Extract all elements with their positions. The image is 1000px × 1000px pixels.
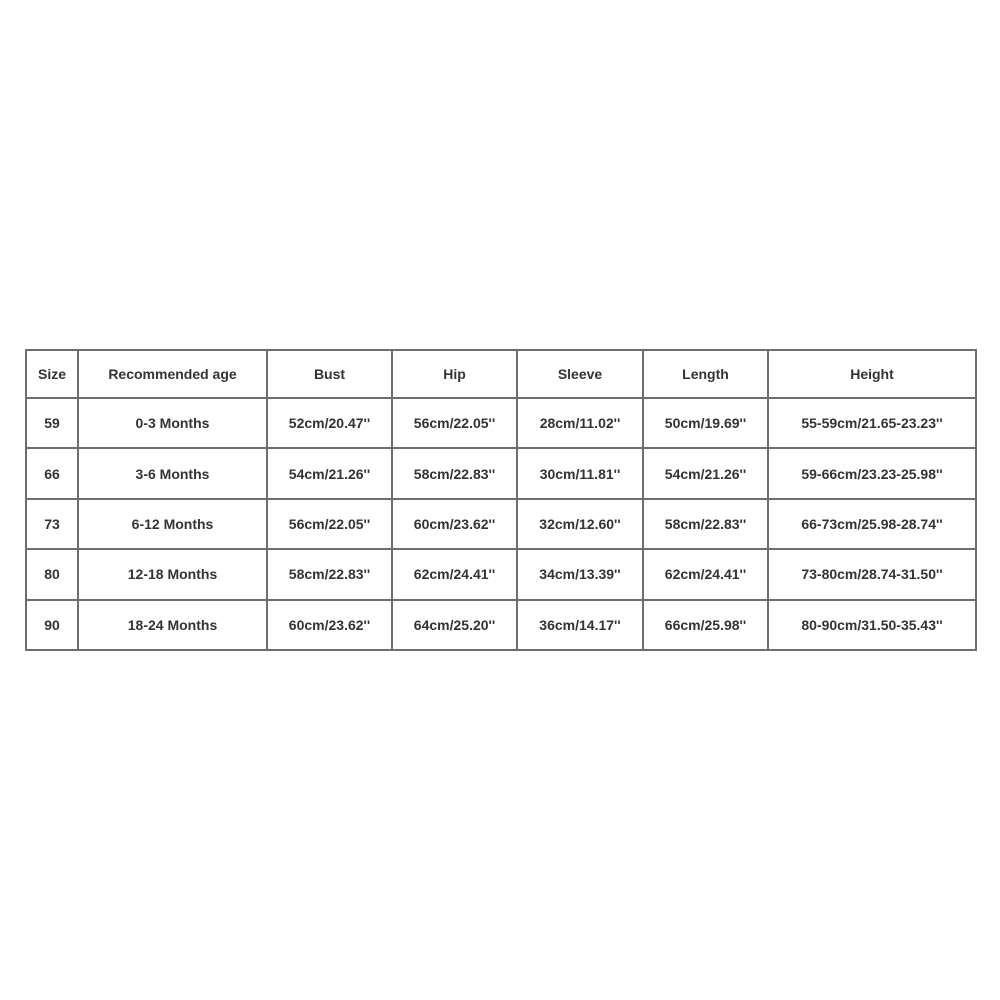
table-row bbox=[26, 398, 976, 448]
cell-height: 59-66cm/23.23-25.98'' bbox=[768, 448, 976, 498]
cell-bust: 60cm/23.62'' bbox=[267, 600, 392, 650]
cell-sleeve: 34cm/13.39'' bbox=[517, 549, 643, 599]
header-hip: Hip bbox=[392, 350, 517, 398]
cell-length: 62cm/24.41'' bbox=[643, 549, 768, 599]
cell-height: 55-59cm/21.65-23.23'' bbox=[768, 398, 976, 448]
table-row bbox=[26, 600, 976, 650]
cell-height: 80-90cm/31.50-35.43'' bbox=[768, 600, 976, 650]
cell-sleeve: 36cm/14.17'' bbox=[517, 600, 643, 650]
cell-recommended-age: 6-12 Months bbox=[78, 499, 267, 549]
table-row bbox=[26, 499, 976, 549]
cell-bust: 52cm/20.47'' bbox=[267, 398, 392, 448]
cell-size: 59 bbox=[26, 398, 78, 448]
cell-bust: 56cm/22.05'' bbox=[267, 499, 392, 549]
cell-length: 54cm/21.26'' bbox=[643, 448, 768, 498]
table-header-row bbox=[26, 350, 976, 398]
header-recommended-age: Recommended age bbox=[78, 350, 267, 398]
cell-bust: 54cm/21.26'' bbox=[267, 448, 392, 498]
cell-length: 58cm/22.83'' bbox=[643, 499, 768, 549]
cell-hip: 56cm/22.05'' bbox=[392, 398, 517, 448]
cell-recommended-age: 3-6 Months bbox=[78, 448, 267, 498]
cell-size: 90 bbox=[26, 600, 78, 650]
cell-hip: 60cm/23.62'' bbox=[392, 499, 517, 549]
cell-size: 66 bbox=[26, 448, 78, 498]
cell-sleeve: 28cm/11.02'' bbox=[517, 398, 643, 448]
table-row bbox=[26, 448, 976, 498]
cell-hip: 62cm/24.41'' bbox=[392, 549, 517, 599]
cell-sleeve: 30cm/11.81'' bbox=[517, 448, 643, 498]
cell-recommended-age: 18-24 Months bbox=[78, 600, 267, 650]
cell-length: 50cm/19.69'' bbox=[643, 398, 768, 448]
cell-height: 73-80cm/28.74-31.50'' bbox=[768, 549, 976, 599]
header-height: Height bbox=[768, 350, 976, 398]
table-row bbox=[26, 549, 976, 599]
cell-bust: 58cm/22.83'' bbox=[267, 549, 392, 599]
cell-length: 66cm/25.98'' bbox=[643, 600, 768, 650]
cell-sleeve: 32cm/12.60'' bbox=[517, 499, 643, 549]
cell-hip: 58cm/22.83'' bbox=[392, 448, 517, 498]
cell-hip: 64cm/25.20'' bbox=[392, 600, 517, 650]
cell-recommended-age: 12-18 Months bbox=[78, 549, 267, 599]
header-length: Length bbox=[643, 350, 768, 398]
cell-height: 66-73cm/25.98-28.74'' bbox=[768, 499, 976, 549]
cell-recommended-age: 0-3 Months bbox=[78, 398, 267, 448]
header-size: Size bbox=[26, 350, 78, 398]
cell-size: 80 bbox=[26, 549, 78, 599]
cell-size: 73 bbox=[26, 499, 78, 549]
size-chart-table bbox=[25, 349, 977, 651]
header-sleeve: Sleeve bbox=[517, 350, 643, 398]
header-bust: Bust bbox=[267, 350, 392, 398]
